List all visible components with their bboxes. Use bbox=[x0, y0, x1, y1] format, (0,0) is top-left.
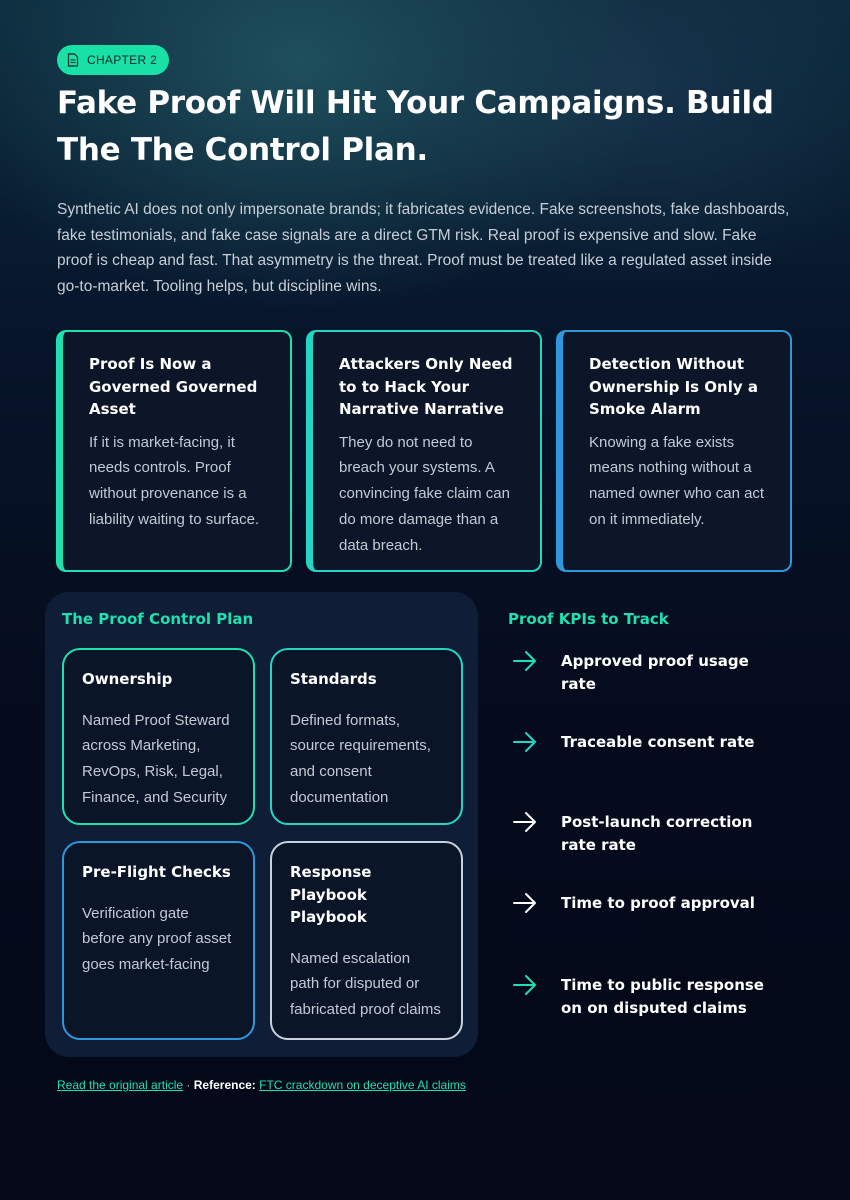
arrow-right-icon bbox=[511, 808, 539, 836]
kpi-item bbox=[511, 731, 791, 756]
intro-paragraph: Synthetic AI does not only impersonate brands; it fabricates evidence. Fake screenshots, fake dashboards, fake testimonials, and fake case signals are a direct GTM risk. Real proof is expensive and slow. Fake proof is cheap and fast. That asymmetry is the threat. Proof must be treated like a regulated asset inside go-to-market. Tooling helps, but discipline wins. bbox=[57, 201, 790, 295]
plan-item-standards bbox=[270, 648, 463, 825]
kpi-label: Time to proof approval bbox=[561, 894, 755, 912]
plan-item-playbook bbox=[270, 841, 463, 1040]
kpi-label: Post-launch correction rate rate bbox=[561, 813, 753, 854]
plan-item-body: Named escalation path for disputed or fabricated proof claims bbox=[290, 949, 441, 1019]
footer-separator: · bbox=[186, 1078, 191, 1092]
ftc-reference-link[interactable]: FTC crackdown on deceptive AI claims bbox=[259, 1078, 466, 1092]
kpi-label: Approved proof usage rate bbox=[561, 652, 749, 693]
plan-item-title: Response Playbook Playbook bbox=[290, 863, 372, 926]
card-body: They do not need to breach your systems. A convincing fake claim can do more damage than a data breach. bbox=[339, 433, 510, 554]
page-title: Fake Proof Will Hit Your Campaigns. Build The The Control Plan. bbox=[57, 85, 774, 168]
footer-references bbox=[57, 1078, 466, 1092]
kpi-label: Time to public response on on disputed claims bbox=[561, 976, 764, 1017]
plan-item-preflight bbox=[62, 841, 255, 1040]
card-title: Detection Without Ownership Is Only a Smoke Alarm bbox=[589, 355, 758, 418]
arrow-right-icon bbox=[511, 728, 539, 756]
plan-item-ownership bbox=[62, 648, 255, 825]
kpi-label: Traceable consent rate bbox=[561, 733, 755, 751]
card-title: Proof Is Now a Governed Governed Asset bbox=[89, 355, 258, 418]
kpi-item bbox=[511, 974, 791, 1020]
plan-item-title: Ownership bbox=[82, 670, 173, 688]
original-article-link[interactable]: Read the original article bbox=[57, 1078, 184, 1092]
control-plan-title: The Proof Control Plan bbox=[62, 610, 254, 628]
plan-item-body: Verification gate before any proof asset goes market-facing bbox=[82, 904, 232, 974]
kpi-item bbox=[511, 892, 791, 917]
plan-item-body: Defined formats, source requirements, and consent documentation bbox=[290, 711, 431, 806]
plan-item-body: Named Proof Steward across Marketing, RevOps, Risk, Legal, Finance, and Security bbox=[82, 711, 230, 806]
card-detection-ownership bbox=[556, 330, 792, 572]
card-governed-asset bbox=[56, 330, 292, 572]
document-icon bbox=[67, 53, 79, 67]
kpi-title: Proof KPIs to Track bbox=[508, 610, 669, 628]
card-body: If it is market-facing, it needs controls. Proof without provenance is a liability waiting to surface. bbox=[89, 433, 260, 528]
reference-label: Reference: bbox=[193, 1078, 256, 1092]
chapter-badge bbox=[57, 45, 169, 75]
card-title: Attackers Only Need to to Hack Your Narrative Narrative bbox=[339, 355, 513, 418]
plan-item-title: Pre-Flight Checks bbox=[82, 863, 231, 881]
arrow-right-icon bbox=[511, 971, 539, 999]
kpi-item bbox=[511, 811, 791, 857]
arrow-right-icon bbox=[511, 647, 539, 675]
plan-item-title: Standards bbox=[290, 670, 377, 688]
chapter-label: CHAPTER 2 bbox=[87, 53, 158, 67]
kpi-item bbox=[511, 650, 791, 696]
card-hack-narrative bbox=[306, 330, 542, 572]
arrow-right-icon bbox=[511, 889, 539, 917]
card-body: Knowing a fake exists means nothing without a named owner who can act on it immediately. bbox=[589, 433, 765, 528]
